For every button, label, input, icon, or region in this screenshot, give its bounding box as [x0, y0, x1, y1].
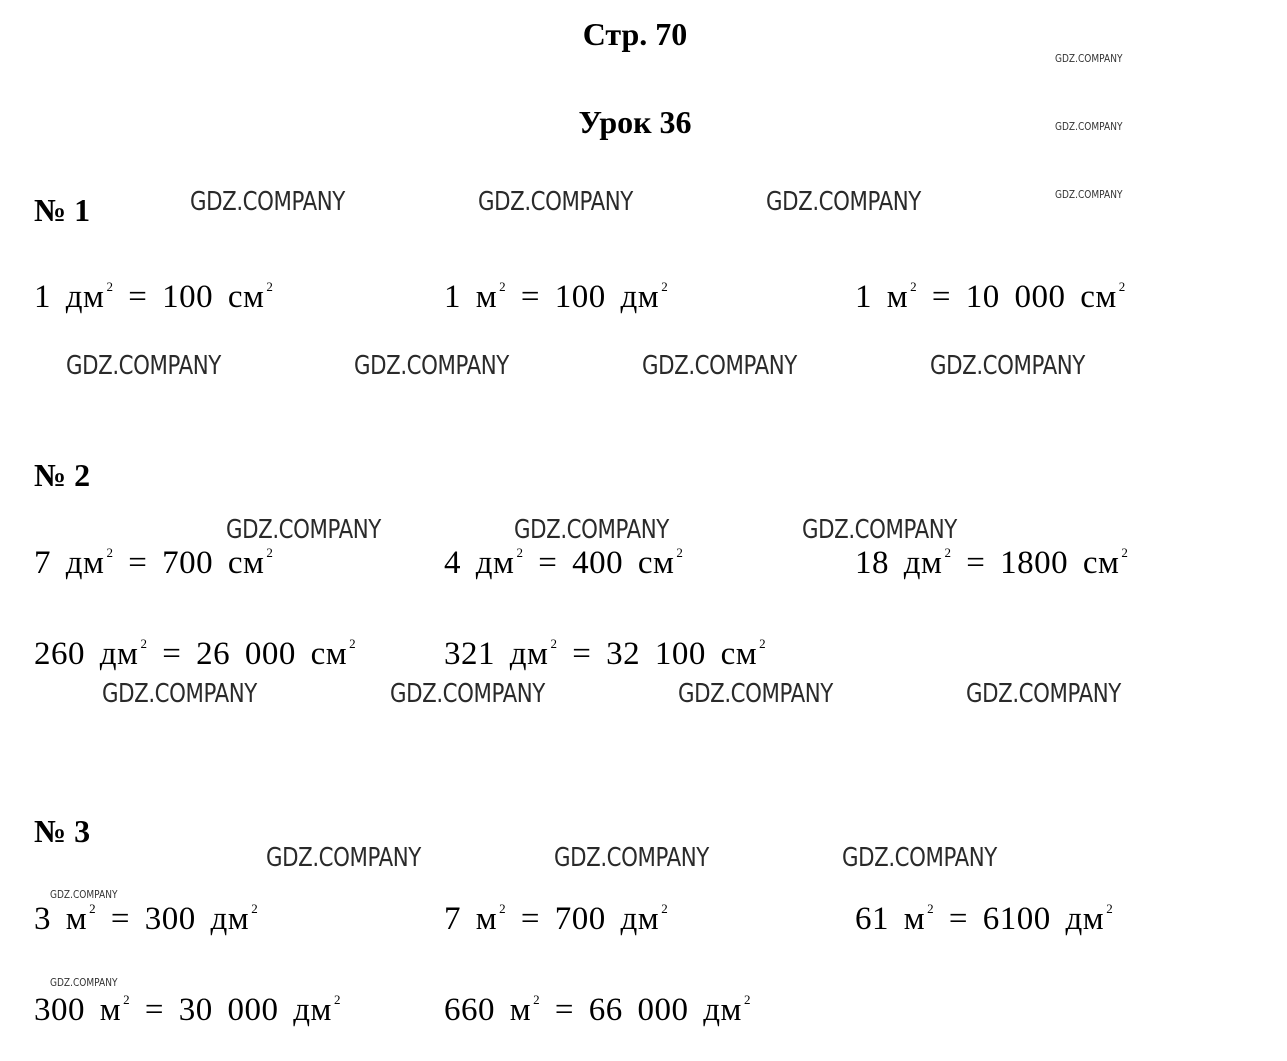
equation-lhs: 4 дм: [444, 545, 515, 581]
watermark: GDZ.COMPANY: [66, 351, 221, 381]
task-3-equation-1: 3 м $^2$ = 300 дм $^2$: [34, 901, 259, 937]
watermark: GDZ.COMPANY: [1055, 52, 1123, 65]
task-1-equation-3: 1 м $^2$ = 10 000 см $^2$: [855, 279, 1126, 315]
equation-lhs: 7 м: [444, 901, 498, 937]
watermark: GDZ.COMPANY: [102, 679, 257, 709]
equation-lhs: 61 м: [855, 901, 926, 937]
lesson-title: Урок 36: [578, 104, 692, 140]
equation-lhs: 1 м: [855, 279, 909, 315]
equation-rhs: 100 см: [162, 279, 265, 315]
equation-rhs: 700 дм: [554, 901, 660, 937]
watermark: GDZ.COMPANY: [1055, 188, 1123, 201]
task-3-equation-4: 300 м $^2$ = 30 000 дм $^2$: [34, 992, 341, 1028]
watermark: GDZ.COMPANY: [266, 843, 421, 873]
task-3-label: № 3: [34, 813, 91, 849]
equation-rhs: 32 100 см: [606, 636, 758, 672]
equation-lhs: 18 дм: [855, 545, 943, 581]
equation-lhs: 7 дм: [34, 545, 105, 581]
equation-lhs: 300 м: [34, 992, 122, 1028]
equation-rhs: 30 000 дм: [178, 992, 332, 1028]
watermark: GDZ.COMPANY: [50, 976, 118, 989]
page-title: Стр. 70: [582, 16, 688, 52]
equation-lhs: 321 дм: [444, 636, 549, 672]
equation-lhs: 1 дм: [34, 279, 105, 315]
equation-lhs: 3 м: [34, 901, 88, 937]
task-2-equation-2: 4 дм $^2$ = 400 см $^2$: [444, 545, 684, 581]
equation-lhs: 1 м: [444, 279, 498, 315]
task-2-label: № 2: [34, 457, 91, 493]
watermark: GDZ.COMPANY: [514, 515, 669, 545]
watermark: GDZ.COMPANY: [50, 888, 118, 901]
equation-lhs: 260 дм: [34, 636, 139, 672]
equation-rhs: 700 см: [162, 545, 265, 581]
equation-rhs: 6100 дм: [982, 901, 1105, 937]
watermark: GDZ.COMPANY: [930, 351, 1085, 381]
task-2-equation-4: 260 дм $^2$ = 26 000 см $^2$: [34, 636, 357, 672]
task-2-equation-1: 7 дм $^2$ = 700 см $^2$: [34, 545, 274, 581]
watermark: GDZ.COMPANY: [354, 351, 509, 381]
equation-rhs: 100 дм: [554, 279, 660, 315]
watermark: GDZ.COMPANY: [842, 843, 997, 873]
watermark: GDZ.COMPANY: [390, 679, 545, 709]
task-1-equation-2: 1 м $^2$ = 100 дм $^2$: [444, 279, 669, 315]
equation-rhs: 10 000 см: [965, 279, 1117, 315]
equation-rhs: 1800 см: [1000, 545, 1120, 581]
watermark: GDZ.COMPANY: [678, 679, 833, 709]
equation-rhs: 26 000 см: [196, 636, 348, 672]
equation-rhs: 400 см: [572, 545, 675, 581]
watermark: GDZ.COMPANY: [190, 187, 345, 217]
task-3-equation-5: 660 м $^2$ = 66 000 дм $^2$: [444, 992, 751, 1028]
task-2-equation-3: 18 дм $^2$ = 1800 см $^2$: [855, 545, 1129, 581]
watermark: GDZ.COMPANY: [966, 679, 1121, 709]
task-3-equation-2: 7 м $^2$ = 700 дм $^2$: [444, 901, 669, 937]
task-3-equation-3: 61 м $^2$ = 6100 дм $^2$: [855, 901, 1114, 937]
watermark: GDZ.COMPANY: [802, 515, 957, 545]
task-2-equation-5: 321 дм $^2$ = 32 100 см $^2$: [444, 636, 767, 672]
watermark: GDZ.COMPANY: [226, 515, 381, 545]
equation-rhs: 300 дм: [144, 901, 250, 937]
equation-rhs: 66 000 дм: [588, 992, 742, 1028]
watermark: GDZ.COMPANY: [554, 843, 709, 873]
watermark: GDZ.COMPANY: [1055, 120, 1123, 133]
watermark: GDZ.COMPANY: [766, 187, 921, 217]
task-1-equation-1: 1 дм $^2$ = 100 см $^2$: [34, 279, 274, 315]
equation-lhs: 660 м: [444, 992, 532, 1028]
task-1-label: № 1: [34, 192, 91, 228]
watermark: GDZ.COMPANY: [642, 351, 797, 381]
watermark: GDZ.COMPANY: [478, 187, 633, 217]
